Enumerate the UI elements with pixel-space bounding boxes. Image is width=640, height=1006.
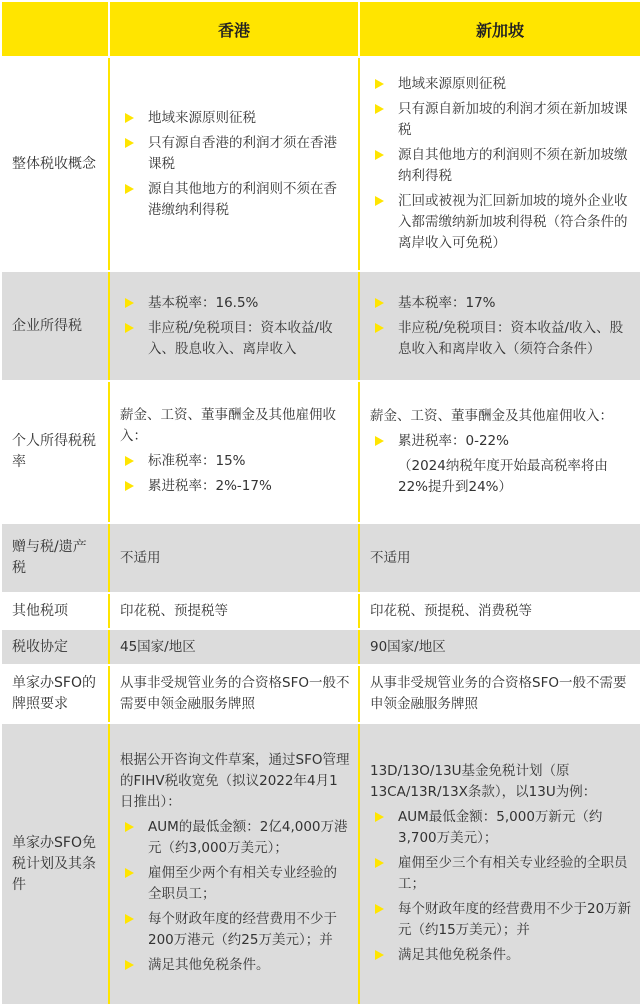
note-text: （2024纳税年度开始最高税率将由22%提升到24%） — [398, 458, 608, 495]
bullet-item: 满足其他免税条件。 — [370, 945, 632, 966]
bullet-triangle-icon — [375, 323, 384, 333]
header-singapore: 新加坡 — [359, 1, 640, 57]
sg-cell — [359, 593, 640, 629]
hk-cell — [109, 381, 359, 523]
row-gift-estate-tax — [1, 523, 640, 593]
bullet-triangle-icon — [125, 138, 134, 148]
bullet-item: 源自其他地方的利润则不须在香港缴纳利得税 — [120, 179, 350, 221]
sg-cell — [359, 665, 640, 723]
bullet-triangle-icon — [375, 858, 384, 868]
bullet-item: 只有源自香港的利润才须在香港课税 — [120, 133, 350, 175]
cell-text: 印花税、预提税、消费税等 — [370, 602, 532, 619]
bullet-triangle-icon — [125, 298, 134, 308]
hk-cell — [109, 523, 359, 593]
bullet-triangle-icon — [375, 298, 384, 308]
row-tax-treaties — [1, 629, 640, 665]
row-label: 其他税项 — [1, 593, 109, 629]
row-sfo-tax-exemption — [1, 723, 640, 1005]
bullet-triangle-icon — [375, 150, 384, 160]
bullet-triangle-icon — [375, 104, 384, 114]
hk-cell — [109, 593, 359, 629]
bullet-item: AUM最低金额：5,000万新元（约3,700万美元）； — [370, 807, 632, 849]
bullet-item: 累进税率：2%-17% — [120, 476, 350, 497]
bullet-triangle-icon — [375, 904, 384, 914]
cell-text: 从事非受规管业务的合资格SFO一般不需要申领金融服务牌照 — [120, 675, 350, 712]
bullet-item: 地域来源原则征税 — [120, 108, 350, 129]
intro-text: 13D/13O/13U基金免税计划（原13CA/13R/13X条款），以13U为例： — [370, 762, 597, 800]
header-empty-cell — [1, 1, 109, 57]
intro-text: 薪金、工资、董事酬金及其他雇佣收入： — [370, 408, 613, 424]
row-personal-income-tax — [1, 381, 640, 523]
bullet-item: 非应税/免税项目：资本收益/收入、股息收入和离岸收入（须符合条件） — [370, 318, 632, 360]
cell-text: 印花税、预提税等 — [120, 602, 228, 619]
bullet-item: 满足其他免税条件。 — [120, 955, 350, 976]
sg-cell — [359, 271, 640, 381]
sg-cell — [359, 381, 640, 523]
cell-text: 不适用 — [120, 549, 161, 566]
header-hong-kong: 香港 — [109, 1, 359, 57]
bullet-triangle-icon — [375, 196, 384, 206]
bullet-item: 非应税/免税项目：资本收益/收入、股息收入、离岸收入 — [120, 318, 350, 360]
bullet-item: 标准税率：15% — [120, 451, 350, 472]
row-label: 税收协定 — [1, 629, 109, 665]
bullet-triangle-icon — [125, 323, 134, 333]
row-overall-tax-concept — [1, 57, 640, 271]
bullet-triangle-icon — [125, 113, 134, 123]
row-label: 个人所得税税率 — [1, 381, 109, 523]
row-corporate-income-tax — [1, 271, 640, 381]
bullet-item: 累进税率：0-22% — [370, 431, 632, 452]
row-label: 单家办SFO免税计划及其条件 — [1, 723, 109, 1005]
bullet-triangle-icon — [125, 184, 134, 194]
bullet-item: 汇回或被视为汇回新加坡的境外企业收入都需缴纳新加坡利得税（符合条件的离岸收入可免税） — [370, 191, 632, 254]
hk-cell — [109, 665, 359, 723]
bullet-item: AUM的最低金额：2亿4,000万港元（约3,000万美元）； — [120, 817, 350, 859]
row-label: 单家办SFO的牌照要求 — [1, 665, 109, 723]
cell-text: 不适用 — [370, 549, 411, 566]
sg-cell — [359, 523, 640, 593]
row-other-taxes — [1, 593, 640, 629]
bullet-item: 雇佣至少两个有相关专业经验的全职员工； — [120, 863, 350, 905]
sg-cell — [359, 57, 640, 271]
bullet-item: 基本税率：17% — [370, 293, 632, 314]
header-row — [1, 1, 640, 57]
hk-cell — [109, 271, 359, 381]
cell-text: 从事非受规管业务的合资格SFO一般不需要申领金融服务牌照 — [370, 675, 627, 712]
bullet-triangle-icon — [125, 481, 134, 491]
bullet-item: 地域来源原则征税 — [370, 74, 632, 95]
bullet-item: 源自其他地方的利润则不须在新加坡缴纳利得税 — [370, 145, 632, 187]
row-label: 赠与税/遗产税 — [1, 523, 109, 593]
bullet-triangle-icon — [375, 812, 384, 822]
bullet-triangle-icon — [125, 456, 134, 466]
intro-text: 根据公开咨询文件草案，通过SFO管理的FIHV税收宽免（拟议2022年4月1日推出）： — [120, 752, 350, 810]
bullet-triangle-icon — [125, 960, 134, 970]
bullet-triangle-icon — [125, 822, 134, 832]
row-label: 整体税收概念 — [1, 57, 109, 271]
hk-cell — [109, 629, 359, 665]
bullet-item: 基本税率：16.5% — [120, 293, 350, 314]
cell-text: 90国家/地区 — [370, 638, 446, 655]
row-sfo-license — [1, 665, 640, 723]
bullet-item: 每个财政年度的经营费用不少于200万港元（约25万美元）；并 — [120, 909, 350, 951]
bullet-triangle-icon — [125, 914, 134, 924]
sg-cell — [359, 629, 640, 665]
hk-cell — [109, 57, 359, 271]
bullet-triangle-icon — [125, 868, 134, 878]
sg-cell — [359, 723, 640, 1005]
bullet-item: 只有源自新加坡的利润才须在新加坡课税 — [370, 99, 632, 141]
cell-text: 45国家/地区 — [120, 638, 196, 655]
bullet-triangle-icon — [375, 950, 384, 960]
bullet-triangle-icon — [375, 79, 384, 89]
bullet-triangle-icon — [375, 436, 384, 446]
intro-text: 薪金、工资、董事酬金及其他雇佣收入： — [120, 407, 336, 444]
bullet-item: 雇佣至少三个有相关专业经验的全职员工； — [370, 853, 632, 895]
bullet-item: 每个财政年度的经营费用不少于20万新元（约15万美元）；并 — [370, 899, 632, 941]
row-label: 企业所得税 — [1, 271, 109, 381]
hk-cell — [109, 723, 359, 1005]
